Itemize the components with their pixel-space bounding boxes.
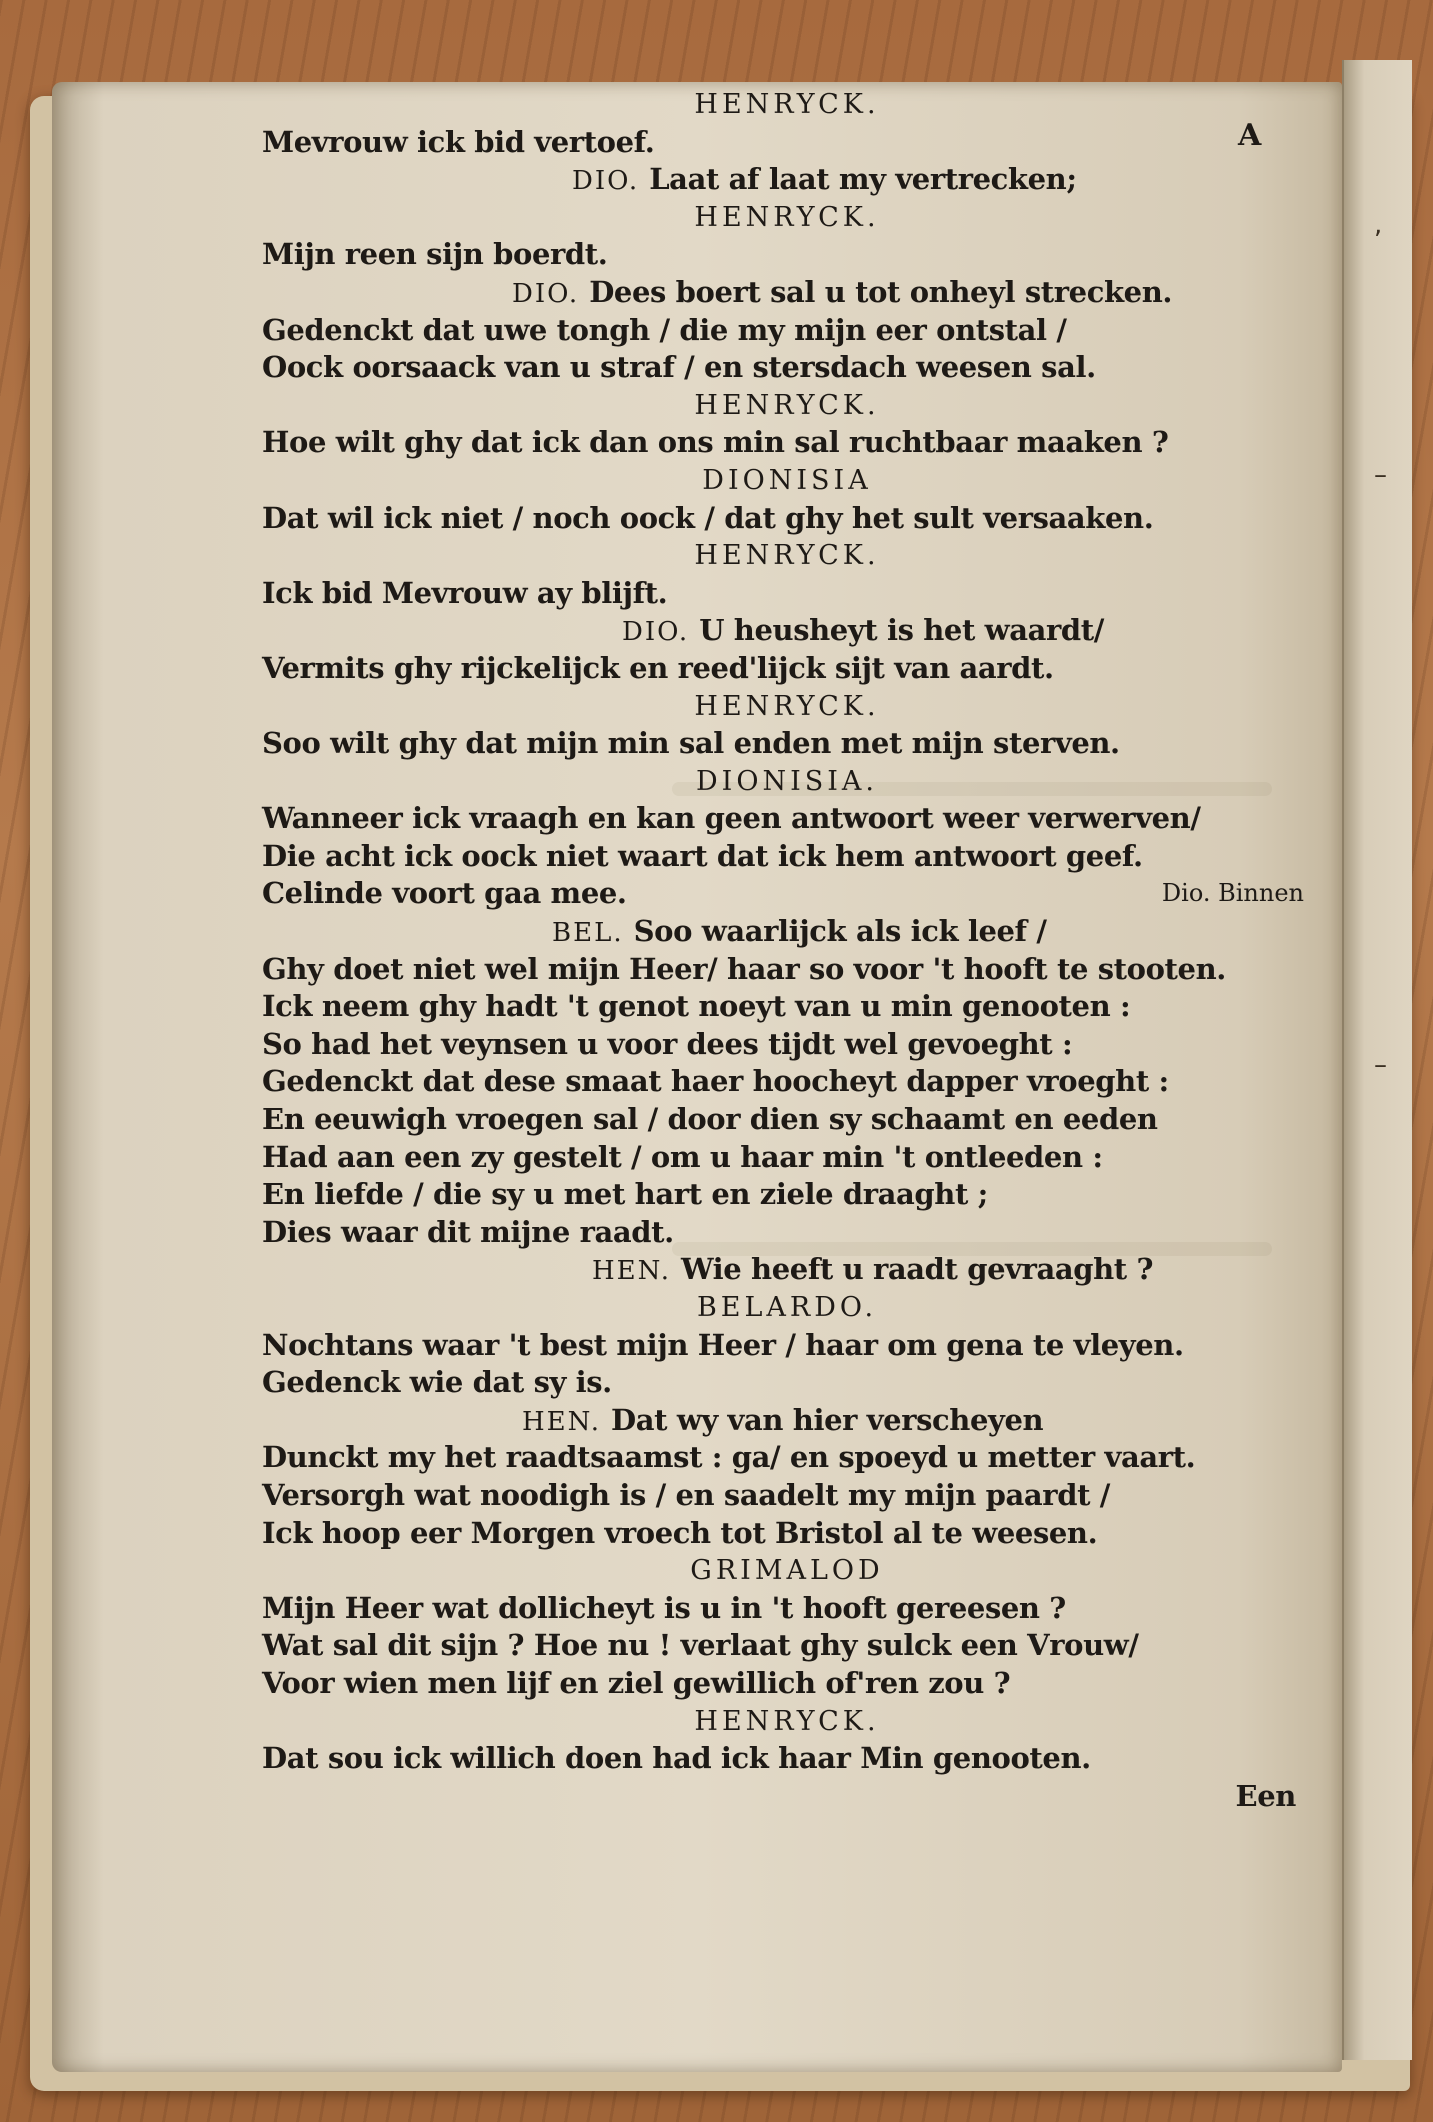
verse-text: Nochtans waar 't best mijn Heer / haar om gena te vleyen.	[262, 1327, 1184, 1362]
catchword: Een	[1235, 1778, 1296, 1813]
verse-text: Oock oorsaack van u straf / en stersdach weesen sal.	[262, 350, 1096, 385]
verse-text: U heusheyt is het waardt/	[699, 613, 1104, 648]
verse-text: Wanneer ick vraagh en kan geen antwoort weer verwerven/	[262, 801, 1201, 836]
verse-text: Dat sou ick willich doen had ick haar Min genooten.	[262, 1741, 1091, 1776]
verse-line	[262, 988, 1312, 1026]
verse-line	[262, 1515, 1312, 1553]
verse-line	[262, 951, 1312, 989]
verse-text: Mevrouw ick bid vertoef.	[262, 124, 655, 159]
speaker-abbreviation: DIO.	[572, 166, 640, 197]
verse-line	[262, 312, 1312, 350]
verse-text: En eeuwigh vroegen sal / door dien sy schaamt en eeden	[262, 1102, 1158, 1137]
verse-line	[262, 1402, 1312, 1440]
speaker-heading: BELARDO.	[696, 1292, 878, 1323]
verse-line	[262, 161, 1312, 199]
verse-line	[262, 612, 1312, 650]
facing-page-mark: ,	[1374, 210, 1383, 240]
verse-text: Had aan een zy gestelt / om u haar min 't ontleeden :	[262, 1139, 1103, 1174]
signature-mark: A	[1238, 118, 1262, 153]
facing-page-edge	[1342, 60, 1412, 2060]
speaker-heading: HENRYCK.	[694, 690, 880, 722]
verse-line	[262, 1590, 1312, 1628]
verse-line	[262, 1101, 1312, 1139]
verse-text: Vermits ghy rijckelijck en reed'lijck sijt van aardt.	[262, 650, 1054, 685]
verse-line	[262, 1176, 1312, 1214]
verse-text: Ick neem ghy hadt 't genot noeyt van u min genooten :	[262, 989, 1131, 1024]
verse-line	[262, 1139, 1312, 1177]
verse-line	[262, 1439, 1312, 1477]
verse-line	[262, 500, 1312, 538]
verse-text: Ghy doet niet wel mijn Heer/ haar so voor 't hooft te stooten.	[262, 951, 1226, 986]
verse-line	[262, 650, 1312, 688]
speaker-abbreviation: HEN.	[522, 1406, 602, 1437]
verse-text: Voor wien men lijf en ziel gewillich of'ren zou ?	[262, 1665, 1011, 1700]
verse-line	[262, 800, 1312, 838]
speaker-heading: HENRYCK.	[694, 201, 880, 233]
verse-line	[262, 1627, 1312, 1665]
verse-text: Gedenckt dat uwe tongh / die my mijn eer ontstal /	[262, 312, 1067, 347]
verse-text: Wie heeft u raadt gevraaght ?	[681, 1252, 1154, 1287]
verse-line	[262, 875, 1312, 913]
verse-line	[262, 1740, 1312, 1778]
verse-line	[262, 1477, 1312, 1515]
verse-text: Wat sal dit sijn ? Hoe nu ! verlaat ghy sulck een Vrouw/	[262, 1628, 1139, 1663]
speaker-heading: DIONISIA.	[696, 765, 878, 797]
verse-text: Ick bid Mevrouw ay blijft.	[262, 575, 668, 610]
verse-text: Mijn Heer wat dollicheyt is u in 't hooft gereesen ?	[262, 1590, 1066, 1625]
speaker-heading: HENRYCK.	[694, 540, 880, 572]
verse-line	[262, 236, 1312, 274]
verse-text: Ick hoop eer Morgen vroech tot Bristol al te weesen.	[262, 1515, 1098, 1550]
verse-text: Dees boert sal u tot onheyl strecken.	[589, 274, 1173, 309]
verse-line	[262, 1327, 1312, 1365]
stage-direction: Dio. Binnen	[1161, 879, 1304, 908]
verse-text: Gedenckt dat dese smaat haer hoocheyt dapper vroeght :	[262, 1064, 1169, 1099]
verse-text: Celinde voort gaa mee.	[262, 876, 627, 911]
verse-line	[262, 1364, 1312, 1402]
verse-line	[262, 1251, 1312, 1289]
verse-text: En liefde / die sy u met hart en ziele draaght ;	[262, 1177, 988, 1212]
verse-text: Die acht ick oock niet waart dat ick hem antwoort geef.	[262, 838, 1143, 873]
speaker-abbreviation: DIO.	[622, 617, 690, 648]
speaker-heading: DIONISIA	[702, 464, 872, 496]
facing-page-mark: –	[1374, 460, 1387, 490]
verse-line	[262, 838, 1312, 876]
speaker-abbreviation: BEL.	[552, 918, 624, 949]
speaker-abbreviation: HEN.	[592, 1256, 672, 1287]
verse-line	[262, 424, 1312, 462]
speaker-heading: HENRYCK.	[694, 1705, 880, 1737]
verse-text: Versorgh wat noodigh is / en saadelt my mijn paardt /	[262, 1477, 1110, 1512]
verse-text: Laat af laat my vertrecken;	[649, 162, 1077, 197]
verse-text: So had het veynsen u voor dees tijdt wel gevoeght :	[262, 1026, 1073, 1061]
verse-line	[262, 1026, 1312, 1064]
verse-text: Dunckt my het raadtsaamst : ga/ en spoeyd u metter vaart.	[262, 1440, 1196, 1475]
verse-text: Soo waarlijck als ick leef /	[633, 914, 1047, 949]
verse-line	[262, 913, 1312, 951]
verse-line	[262, 1063, 1312, 1101]
running-head: HENRYCK.	[694, 89, 880, 120]
verse-line	[262, 274, 1312, 312]
verse-line	[262, 1665, 1312, 1703]
verse-text: Dat wy van hier verscheyen	[611, 1402, 1044, 1437]
verse-text: Gedenck wie dat sy is.	[262, 1365, 612, 1400]
speaker-abbreviation: DIO.	[512, 278, 580, 309]
verse-text: Mijn reen sijn boerdt.	[262, 237, 608, 272]
verse-text: Hoe wilt ghy dat ick dan ons min sal ruchtbaar maaken ?	[262, 425, 1169, 460]
verse-line	[262, 725, 1312, 763]
verse-text: Soo wilt ghy dat mijn min sal enden met mijn sterven.	[262, 726, 1120, 761]
play-text	[262, 86, 1312, 1815]
verse-text: Dat wil ick niet / noch oock / dat ghy het sult versaaken.	[262, 500, 1154, 535]
verse-text: Dies waar dit mijne raadt.	[262, 1214, 674, 1249]
catchword-line	[262, 1778, 1312, 1816]
verse-line	[262, 124, 1312, 162]
verse-line	[262, 575, 1312, 613]
speaker-heading: GRIMALOD	[690, 1555, 884, 1587]
verse-line	[262, 349, 1312, 387]
verse-line	[262, 1214, 1312, 1252]
speaker-heading: HENRYCK.	[694, 389, 880, 421]
facing-page-mark: –	[1374, 1050, 1387, 1080]
